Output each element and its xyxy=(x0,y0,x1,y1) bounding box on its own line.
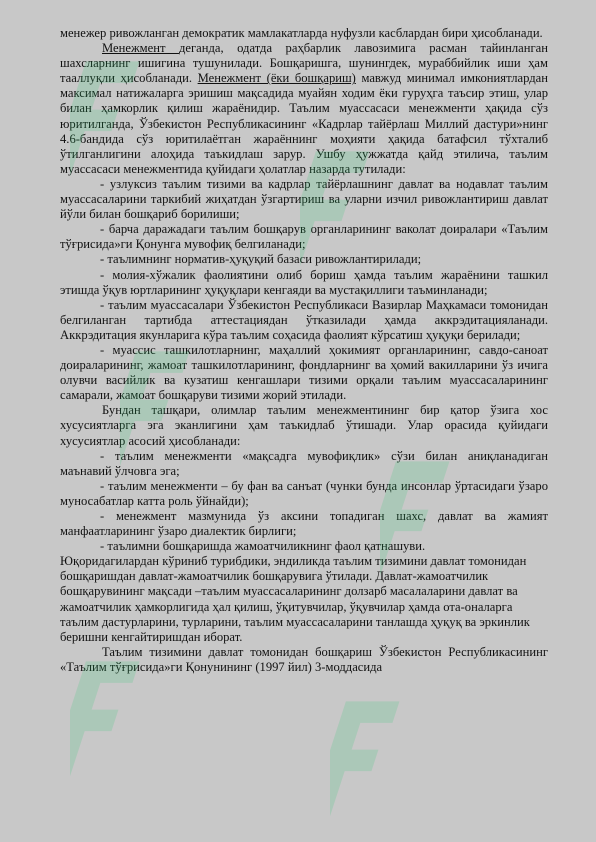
text-run: - таълимнинг норматив-ҳуқуқий базаси ривожлантирилади; xyxy=(100,252,422,267)
list-item xyxy=(60,298,548,343)
underlined-term: Менежмент xyxy=(102,41,179,56)
text-run: - молия-хўжалик фаолиятини олиб бориш ҳамда таълим жараёнини ташкил этишда ўқув юртларининг ҳуқуқлари кенгаяди ва мустақиллиги таъминланади; xyxy=(60,267,548,297)
list-item xyxy=(60,252,548,267)
list-item xyxy=(60,177,548,222)
text-run: - таълим менежменти – бу фан ва санъат (чунки бунда инсонлар ўртасидаги ўзаро муносабатлар катта роль ўйнайди); xyxy=(60,478,548,508)
list-item xyxy=(60,343,548,403)
document-page xyxy=(60,26,548,675)
text-run: - узлуксиз таълим тизими ва кадрлар тайёрлашнинг давлат ва нодавлат таълим муассасаларини таркибий жиҳатдан ўзгартириш ва уларни изчил ривожлантириш давлат йўли билан бошқариб борилиши; xyxy=(60,176,548,222)
list-item xyxy=(60,539,548,554)
text-run: Бундан ташқари, олимлар таълим менежментининг бир қатор ўзига хос хусусиятларга эга эканлигини ҳам таъкидлаб ўтишади. Улар орасида қуйидаги хусусиятлар асосий ҳисобланади: xyxy=(60,403,548,448)
paragraph xyxy=(60,645,548,675)
paragraph xyxy=(60,403,548,448)
list-item xyxy=(60,449,548,479)
paragraph xyxy=(60,26,548,41)
text-run: - таълим муассасалари Ўзбекистон Республикаси Вазирлар Маҳкамаси томонидан белгиланган тартибда аттестациядан ўтказилади ҳамда аккрэдитацияланади. Аккрэдитация якунларига кўра таълим соҳасида фаолият кўрсатиш ҳуқуқи берилади; xyxy=(60,297,548,342)
text-run: менежер ривожланган демократик мамлакатларда нуфузли касблардан бири ҳисобланади. xyxy=(60,26,543,40)
text-run: - барча даражадаги таълим бошқарув органларининг ваколат доиралари «Таълим тўғрисида»ги Қонунга мувофиқ белгиланади; xyxy=(60,222,548,252)
watermark-icon xyxy=(330,680,440,830)
paragraph xyxy=(60,41,548,177)
list-item xyxy=(60,222,548,252)
text-run: - таълимни бошқаришда жамоатчиликнинг фаол қатнашуви. xyxy=(100,539,426,554)
text-run: - таълим менежменти «мақсадга мувофиқлик» сўзи билан аниқланадиган маънавий ўлчовга эга; xyxy=(60,448,548,478)
list-item xyxy=(60,509,548,539)
underlined-term: Менежмент (ёки бошқариш) xyxy=(197,71,356,86)
text-run: деганда, одатда раҳбарлик лавозимига расман тайинланган шахсларнинг ишигина тушунилади. Бошқаришга, шунингдек, мураббийлик иши ҳам тааллуқли ҳисобланади. xyxy=(60,41,549,86)
list-item xyxy=(60,479,548,509)
list-item xyxy=(60,268,548,298)
text-run: Таълим тизимини давлат томонидан бошқариш Ўзбекистон Республикасининг «Таълим тўғрисида»ги Қонунининг (1997 йил) 3-моддасида xyxy=(60,644,548,674)
text-run: - муассис ташкилотларнинг, маҳаллий ҳокимият органларининг, савдо-саноат доираларининг, жамоат ташкилотларининг, фондларнинг ва ҳомий вакилларини ўз ичига олувчи васийлик ва кузатиш кенгашлари тизими орқали таълим муассасаларининг самарали, жамоат бошқаруви тизими жорий этилади. xyxy=(60,342,548,403)
paragraph xyxy=(60,554,548,645)
text-run: - менежмент мазмунида ўз аксини топадиган шахс, давлат ва жамият манфаатларининг ўзаро диалектик бирлиги; xyxy=(60,509,548,539)
text-run: мавжуд минимал имкониятлардан максимал натижаларга эришиш мақсадида муайян ходим ёки гуруҳга таъсир этиш, улар билан ҳамкорлик қилиш жараёнидир. Таълим муассасаси менежменти ҳақида сўз юритилганда, Ўзбекистон Республикасининг «Кадрлар тайёрлаш Миллий дастури»нинг 4.6-бандида сўз юритилаётган жараённинг моҳияти ҳақида батафсил тўхталиб ўтилганлигини алоҳида таъкидлаш зарур. Ушбу ҳужжатда қайд этилича, таълим муассасаси менежментида қуйидаги ҳолатлар назарда тутилади: xyxy=(60,71,549,176)
text-run: Юқоридагилардан кўриниб турибдики, эндиликда таълим тизимини давлат томонидан бошқаришдан давлат-жамоатчилик бошқарувига ўтилади. Давлат-жамоатчилик бошқарувининг мақсади –таълим муассасаларининг долзарб масалаларини давлат ва жамоатчилик ҳамкорлигида ҳал қилиш, ўқитувчилар, ўқувчилар ҳамда ота-оналарга таълим дастурларини, турларини, таълим муассасаларини танлашда ҳуқуқ ва эркинлик беришни кенгайтиришдан иборат. xyxy=(60,554,530,644)
